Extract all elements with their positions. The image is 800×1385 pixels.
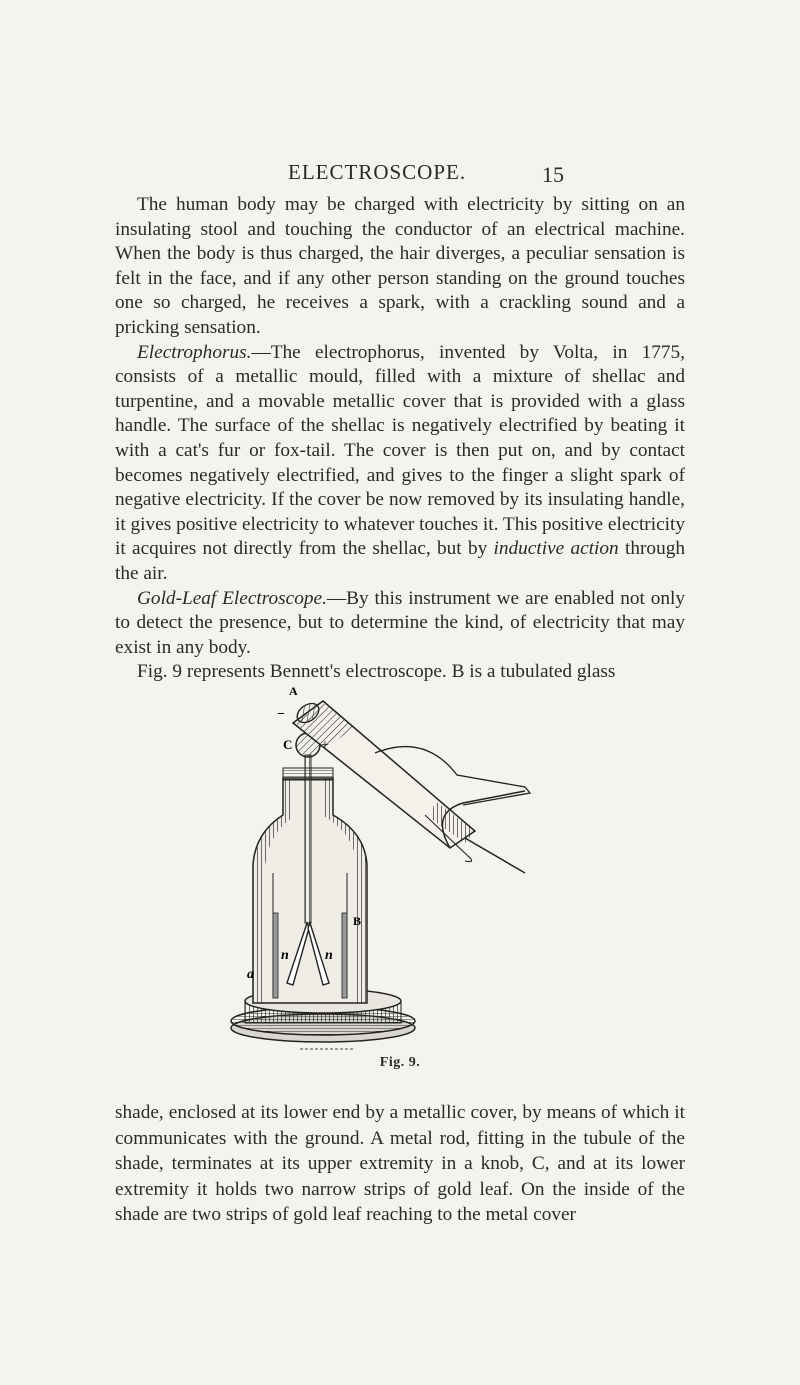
paragraph-text: Fig. 9 represents Bennett's electroscope. B is a tubulated glass	[137, 661, 616, 683]
label-b: B	[353, 914, 362, 928]
paragraph-text: —The electrophorus, invented by Volta, in 1775, consists of a metallic mould, filled with a mixture of shellac and turpentine, and a movable metallic cover that is provided with a glass handle. The surface of the shellac is negatively electrified by beating it with a cat's fur or fox-tail. The cover is then put on, and by contact becomes negatively electrified, and gives to the finger a slight spark of negative electricity. If the cover be now removed by its insulating handle, it gives positive electricity to whatever touches it. This positive electricity it acquires not directly from the shellac, but by	[115, 341, 685, 560]
label-plus: +	[321, 738, 329, 753]
label-minus: −	[277, 707, 285, 722]
paragraph-text-tail: through the air.	[115, 538, 685, 584]
side-gold-strip	[273, 913, 278, 998]
label-n-left: n	[281, 948, 289, 963]
label-n-right: n	[325, 948, 333, 963]
section-heading-electrophorus: Electrophorus.	[137, 341, 252, 363]
side-gold-strip	[342, 913, 347, 998]
label-a-top: A	[289, 684, 298, 698]
page-header	[0, 150, 800, 190]
paragraph-gold-leaf	[115, 587, 685, 661]
paragraph-continuation: shade, enclosed at its lower end by a metallic cover, by means of which it communicates with the ground. A metal rod, fitting in the tubule of the shade, terminates at its upper extremity in a knob, C, and at its lower extremity it holds two narrow strips of gold leaf. On the inside of the shade are two strips of gold leaf reaching to the metal cover	[115, 1102, 685, 1225]
section-heading-gold-leaf: Gold-Leaf Electroscope.	[137, 587, 327, 609]
label-c: C	[283, 737, 293, 752]
body-text	[115, 193, 685, 685]
paragraph-fig-9	[115, 660, 685, 685]
electroscope-illustration	[225, 683, 565, 1053]
body-text-continued	[115, 1100, 685, 1228]
running-head: ELECTROSCOPE.	[288, 160, 467, 184]
metal-rod	[305, 755, 311, 923]
figure-electroscope	[225, 683, 565, 1053]
paragraph-electrophorus	[115, 341, 685, 587]
paragraph-human-body	[115, 193, 685, 341]
label-a-left: a	[247, 967, 254, 982]
page-number: 15	[542, 162, 564, 187]
paragraph-text: The human body may be charged with electricity by sitting on an insulating stool and touching the conductor of an electrical machine. When the body is thus charged, the hair diverges, a peculiar sensation is felt in the face, and if any other person standing on the ground touches one so charged, he receives a spark, with a crackling sound and a pricking sensation.	[115, 194, 685, 338]
paragraph-text: —By this instrument we are enabled not only to detect the presence, but to determine the kind, of electricity that may exist in any body.	[115, 587, 685, 658]
figure-caption: Fig. 9.	[379, 1055, 421, 1070]
emphasis-inductive-action: inductive action	[493, 538, 619, 560]
